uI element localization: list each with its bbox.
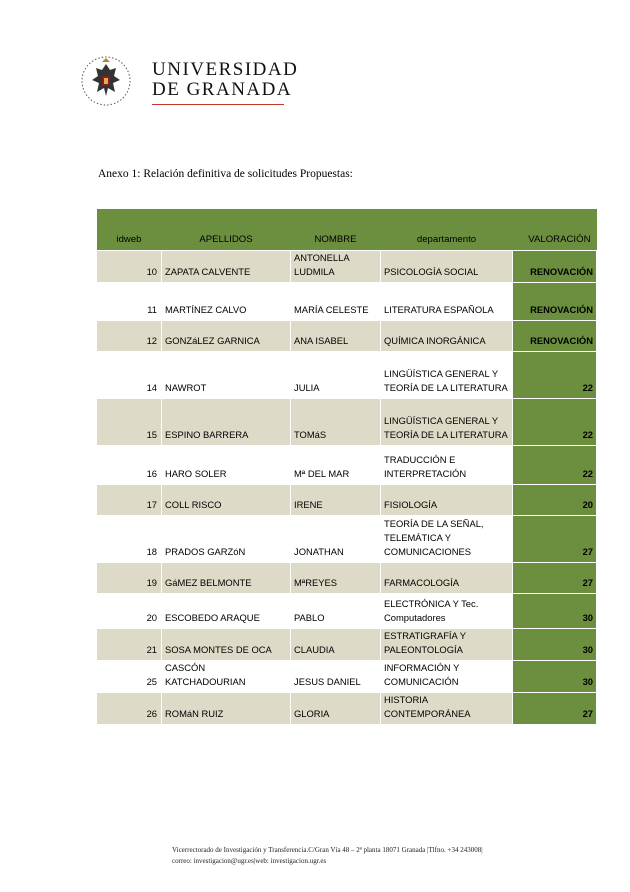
cell-idweb: 18: [97, 516, 162, 563]
table-row: [97, 516, 597, 563]
cell-idweb: 11: [97, 283, 162, 321]
cell-nombre: CLAUDIA: [291, 629, 381, 661]
cell-valoracion: RENOVACIÓN: [513, 283, 597, 321]
cell-apellidos: ESCOBEDO ARAQUE: [162, 594, 291, 629]
cell-departamento: TEORÍA DE LA SEÑAL, TELEMÁTICA Y COMUNICACIONES: [381, 516, 513, 563]
cell-departamento: LITERATURA ESPAÑOLA: [381, 283, 513, 321]
cell-apellidos: ROMáN RUIZ: [162, 693, 291, 725]
cell-valoracion: 27: [513, 563, 597, 594]
table-row: [97, 446, 597, 485]
cell-apellidos: PRADOS GARZóN: [162, 516, 291, 563]
cell-nombre: MªREYES: [291, 563, 381, 594]
col-apellidos: APELLIDOS: [162, 209, 291, 251]
cell-departamento: TRADUCCIÓN E INTERPRETACIÓN: [381, 446, 513, 485]
col-valoracion: VALORACIÓN: [513, 209, 597, 251]
cell-valoracion: 30: [513, 661, 597, 693]
logo-underline: [152, 104, 284, 105]
cell-valoracion: 22: [513, 399, 597, 446]
cell-valoracion: 27: [513, 516, 597, 563]
table-row: [97, 251, 597, 283]
col-idweb: idweb: [97, 209, 162, 251]
cell-nombre: Mª DEL MAR: [291, 446, 381, 485]
footer-address: Vicerrectorado de Investigación y Transferencia.C/Gran Vía 48 – 2ª planta 18071 Granada |Tlfno. +34 243008|: [172, 846, 483, 854]
cell-valoracion: 22: [513, 352, 597, 399]
cell-apellidos: ZAPATA CALVENTE: [162, 251, 291, 283]
cell-idweb: 25: [97, 661, 162, 693]
cell-nombre: GLORIA: [291, 693, 381, 725]
table-row: [97, 352, 597, 399]
table-row: [97, 399, 597, 446]
cell-idweb: 10: [97, 251, 162, 283]
cell-valoracion: 20: [513, 485, 597, 516]
cell-apellidos: ESPINO BARRERA: [162, 399, 291, 446]
cell-departamento: PSICOLOGÍA SOCIAL: [381, 251, 513, 283]
annex-title: Anexo 1: Relación definitiva de solicitudes Propuestas:: [98, 168, 353, 180]
cell-departamento: INFORMACIÓN Y COMUNICACIÓN: [381, 661, 513, 693]
cell-apellidos: GONZáLEZ GARNICA: [162, 321, 291, 352]
cell-nombre: IRENE: [291, 485, 381, 516]
cell-nombre: JESUS DANIEL: [291, 661, 381, 693]
cell-departamento: FISIOLOGÍA: [381, 485, 513, 516]
cell-idweb: 21: [97, 629, 162, 661]
applications-table: [96, 209, 597, 725]
university-logo: [80, 52, 299, 114]
table-row: [97, 321, 597, 352]
university-line1: UNIVERSIDAD: [152, 59, 299, 80]
university-crest-icon: [80, 52, 132, 110]
cell-departamento: LINGÜÍSTICA GENERAL Y TEORÍA DE LA LITERATURA: [381, 352, 513, 399]
cell-idweb: 26: [97, 693, 162, 725]
cell-departamento: HISTORIA CONTEMPORÁNEA: [381, 693, 513, 725]
cell-apellidos: MARTÍNEZ CALVO: [162, 283, 291, 321]
table-row: [97, 661, 597, 693]
footer-contact: correo: investigacion@ugr.es|web: investigacion.ugr.es: [172, 857, 327, 865]
footer: [172, 845, 483, 867]
cell-departamento: ESTRATIGRAFÍA Y PALEONTOLOGÍA: [381, 629, 513, 661]
cell-apellidos: HARO SOLER: [162, 446, 291, 485]
cell-valoracion: 30: [513, 629, 597, 661]
cell-idweb: 12: [97, 321, 162, 352]
university-line2: DE GRANADA: [152, 79, 293, 100]
table-row: [97, 629, 597, 661]
cell-departamento: FARMACOLOGÍA: [381, 563, 513, 594]
cell-valoracion: 30: [513, 594, 597, 629]
cell-idweb: 20: [97, 594, 162, 629]
cell-valoracion: 27: [513, 693, 597, 725]
cell-idweb: 19: [97, 563, 162, 594]
cell-valoracion: 22: [513, 446, 597, 485]
cell-apellidos: SOSA MONTES DE OCA: [162, 629, 291, 661]
cell-nombre: JONATHAN: [291, 516, 381, 563]
cell-nombre: JULIA: [291, 352, 381, 399]
table-header-row: [97, 209, 597, 251]
cell-apellidos: NAWROT: [162, 352, 291, 399]
cell-nombre: PABLO: [291, 594, 381, 629]
table-body: [97, 251, 597, 725]
table-row: [97, 485, 597, 516]
table-row: [97, 693, 597, 725]
cell-apellidos: CASCÓN KATCHADOURIAN: [162, 661, 291, 693]
cell-nombre: ANA ISABEL: [291, 321, 381, 352]
cell-nombre: ANTONELLA LUDMILA: [291, 251, 381, 283]
cell-nombre: TOMáS: [291, 399, 381, 446]
col-nombre: NOMBRE: [291, 209, 381, 251]
cell-departamento: QUÍMICA INORGÁNICA: [381, 321, 513, 352]
cell-idweb: 14: [97, 352, 162, 399]
col-departamento: departamento: [381, 209, 513, 251]
cell-idweb: 16: [97, 446, 162, 485]
cell-valoracion: RENOVACIÓN: [513, 251, 597, 283]
cell-apellidos: GáMEZ BELMONTE: [162, 563, 291, 594]
cell-departamento: LINGÜÍSTICA GENERAL Y TEORÍA DE LA LITERATURA: [381, 399, 513, 446]
cell-idweb: 15: [97, 399, 162, 446]
cell-departamento: ELECTRÓNICA Y Tec. Computadores: [381, 594, 513, 629]
table-row: [97, 283, 597, 321]
cell-idweb: 17: [97, 485, 162, 516]
university-name: [152, 60, 298, 100]
cell-apellidos: COLL RISCO: [162, 485, 291, 516]
table-row: [97, 594, 597, 629]
cell-valoracion: RENOVACIÓN: [513, 321, 597, 352]
table-row: [97, 563, 597, 594]
cell-nombre: MARÍA CELESTE: [291, 283, 381, 321]
